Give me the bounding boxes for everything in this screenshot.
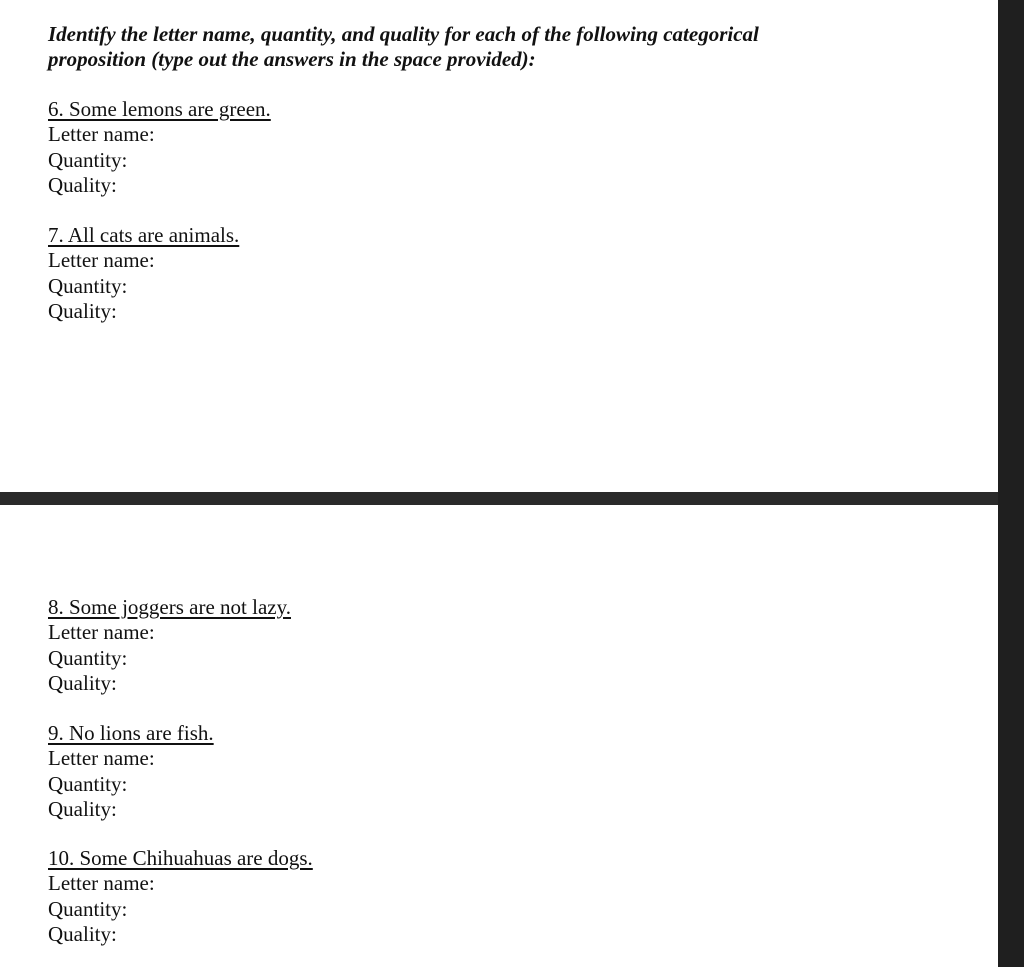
letter-name-label: Letter name: (48, 620, 155, 645)
quantity-label: Quantity: (48, 147, 128, 172)
question-title: 6. Some lemons are green. (48, 97, 271, 121)
quantity-label: Quantity: (48, 645, 128, 670)
letter-name-label: Letter name: (48, 122, 155, 147)
page-break-divider (0, 492, 998, 505)
letter-name-label: Letter name: (48, 871, 155, 896)
quantity-label: Quantity: (48, 771, 128, 796)
question-title: 10. Some Chihuahuas are dogs. (48, 846, 313, 870)
quality-label: Quality: (48, 921, 117, 946)
document-page-2 (0, 505, 998, 967)
quantity-label: Quantity: (48, 896, 128, 921)
question-9 (48, 721, 214, 822)
quality-label: Quality: (48, 298, 117, 323)
question-8 (48, 595, 291, 696)
document-page-1 (0, 0, 998, 492)
question-title: 8. Some joggers are not lazy. (48, 595, 291, 619)
question-10 (48, 846, 313, 947)
question-title: 9. No lions are fish. (48, 721, 214, 745)
quantity-label: Quantity: (48, 273, 128, 298)
question-6 (48, 97, 271, 198)
letter-name-label: Letter name: (48, 746, 155, 771)
instructions-text: Identify the letter name, quantity, and quality for each of the following categorical proposition (type out the answers in the space provided): (48, 22, 759, 71)
question-7 (48, 223, 239, 324)
quality-label: Quality: (48, 796, 117, 821)
quality-label: Quality: (48, 172, 117, 197)
letter-name-label: Letter name: (48, 248, 155, 273)
question-title: 7. All cats are animals. (48, 223, 240, 247)
viewer-side-bar (998, 0, 1024, 967)
quality-label: Quality: (48, 670, 117, 695)
